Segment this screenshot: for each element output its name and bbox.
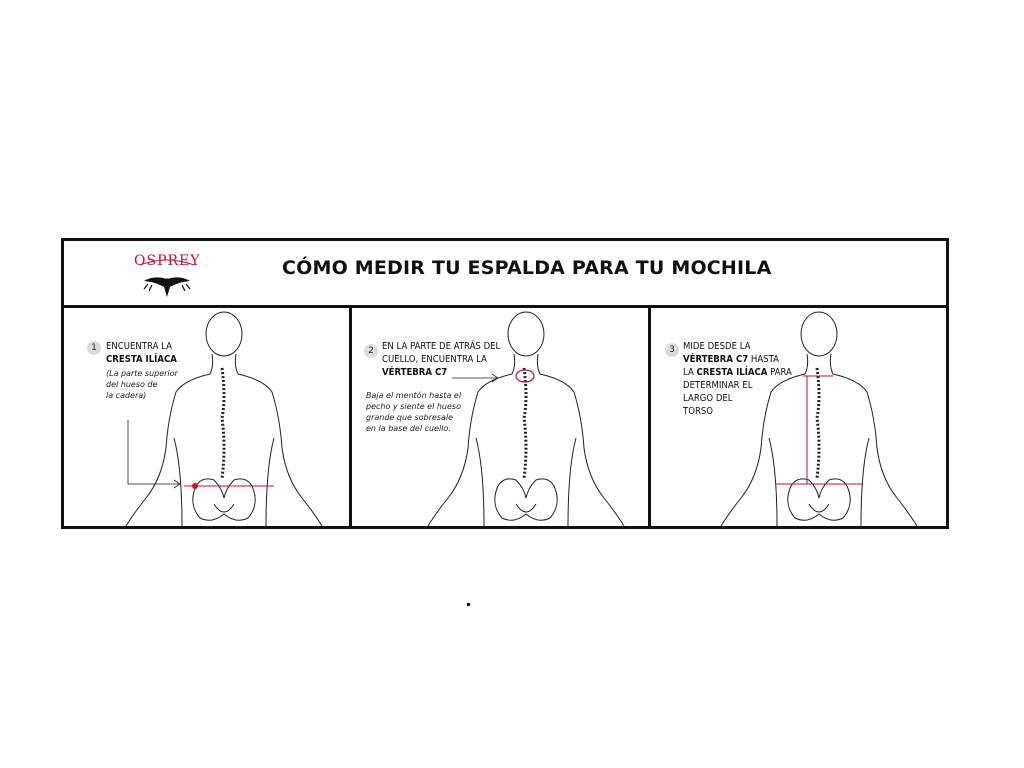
steps-panels (64, 308, 946, 526)
step-1-line1: ENCUENTRA LA (106, 341, 172, 352)
step-2-line1: EN LA PARTE DE ATRÁS DEL (382, 341, 501, 352)
step-1-note-line3: la cadera) (106, 391, 147, 400)
step-1-number: 1 (87, 341, 101, 355)
osprey-logo (134, 251, 200, 305)
osprey-bird-icon (134, 251, 200, 305)
stray-dot (467, 603, 470, 606)
step-2-note-line3: grande que sobresale (366, 413, 454, 422)
step-2-text (382, 340, 500, 379)
step-1-note-line1: (La parte superior (106, 369, 178, 378)
step-3-line1: MIDE DESDE LA (683, 341, 751, 352)
iliac-crest-marker (192, 483, 198, 489)
step-2-line2: CUELLO, ENCUENTRA LA (382, 354, 487, 365)
step-3-text (683, 340, 792, 418)
step-3-after1: HASTA (748, 354, 779, 365)
step-2-bold: VÉRTEBRA C7 (382, 367, 448, 378)
step-2-note (366, 390, 461, 434)
step-1-note (106, 368, 178, 401)
step-3-after2: PARA (767, 367, 792, 378)
step-3-number: 3 (665, 343, 679, 357)
step-2-note-line2: pecho y siente el hueso (366, 402, 461, 411)
step-2-note-line4: en la base del cuello. (366, 424, 451, 433)
backpack-fit-infographic (61, 238, 949, 529)
step-3-panel (648, 308, 949, 526)
step-3-bold1: VÉRTEBRA C7 (683, 354, 749, 365)
page-title: CÓMO MEDIR TU ESPALDA PARA TU MOCHILA (282, 257, 772, 279)
step-2-panel (349, 308, 648, 526)
step-1-panel (64, 308, 346, 526)
step-2-note-line1: Baja el mentón hasta el (366, 391, 462, 400)
step-1-bold: CRESTA ILÍACA (106, 354, 177, 365)
step-2-number: 2 (364, 344, 378, 358)
step-1-note-line2: del hueso de (106, 380, 158, 389)
header (64, 241, 946, 308)
step-1-text (106, 340, 177, 366)
step-3-pre2: LA (683, 367, 697, 378)
step-3-line5: TORSO (683, 406, 714, 417)
step-3-bold2: CRESTA ILÍACA (696, 367, 768, 378)
step-3-line3: DETERMINAR EL (683, 380, 753, 391)
logo-text: OSPREY (134, 253, 201, 269)
step-3-line4: LARGO DEL (683, 393, 733, 404)
